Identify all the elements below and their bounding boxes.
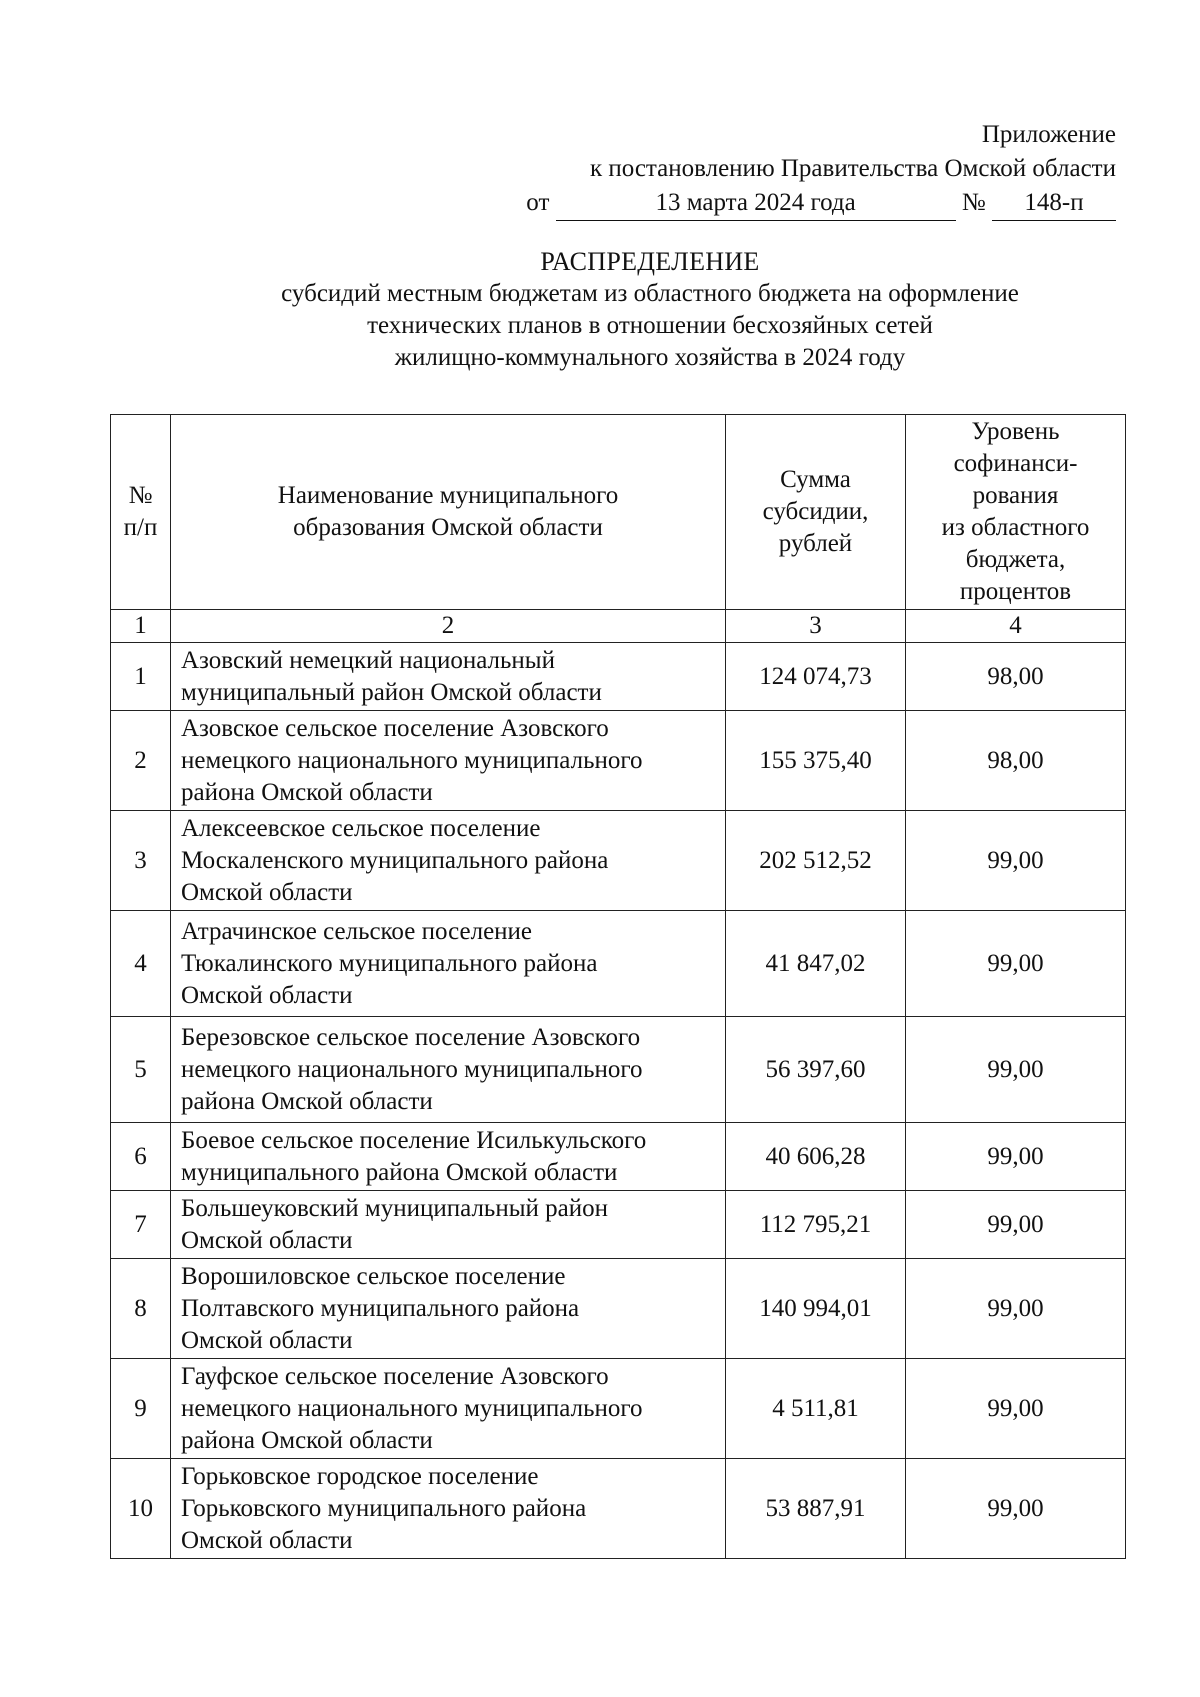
- table-row: [111, 1191, 1126, 1259]
- subsidy-amount-cell: 155 375,40: [726, 711, 906, 811]
- number-label: №: [961, 189, 986, 216]
- appendix-title: Приложение: [981, 121, 1116, 148]
- table-row: [111, 811, 1126, 911]
- row-number-cell: 4: [111, 911, 171, 1017]
- row-number-cell: 10: [111, 1459, 171, 1559]
- cofinancing-percent-cell: 99,00: [906, 1123, 1126, 1191]
- table-row: [111, 1123, 1126, 1191]
- appendix-date-number: [476, 186, 1116, 221]
- municipality-name-cell: Большеуковский муниципальный район Омской области: [171, 1191, 726, 1259]
- subsidy-amount-cell: 124 074,73: [726, 643, 906, 711]
- table-header-row: [111, 415, 1126, 610]
- cofinancing-percent-cell: 99,00: [906, 1259, 1126, 1359]
- table-row: [111, 1359, 1126, 1459]
- column-index-row: [111, 610, 1126, 643]
- resolution-number: 148-п: [992, 186, 1116, 221]
- row-number-cell: 3: [111, 811, 171, 911]
- subsidy-amount-cell: 112 795,21: [726, 1191, 906, 1259]
- column-index: 1: [111, 610, 171, 643]
- appendix-block: [476, 118, 1116, 221]
- municipality-name-cell: Горьковское городское поселение Горьковского муниципального района Омской области: [171, 1459, 726, 1559]
- row-number-cell: 7: [111, 1191, 171, 1259]
- row-number-cell: 5: [111, 1017, 171, 1123]
- subsidy-amount-cell: 202 512,52: [726, 811, 906, 911]
- row-number-cell: 2: [111, 711, 171, 811]
- subsidy-amount-cell: 41 847,02: [726, 911, 906, 1017]
- municipality-name-cell: Азовский немецкий национальный муниципальный район Омской области: [171, 643, 726, 711]
- cofinancing-percent-cell: 99,00: [906, 1459, 1126, 1559]
- column-header: № п/п: [111, 415, 171, 610]
- cofinancing-percent-cell: 99,00: [906, 1359, 1126, 1459]
- table-row: [111, 1459, 1126, 1559]
- municipality-name-cell: Гауфское сельское поселение Азовского немецкого национального муниципального района Омской области: [171, 1359, 726, 1459]
- table-body: [111, 643, 1126, 1559]
- cofinancing-percent-cell: 99,00: [906, 1191, 1126, 1259]
- row-number-cell: 1: [111, 643, 171, 711]
- municipality-name-cell: Азовское сельское поселение Азовского немецкого национального муниципального района Омской области: [171, 711, 726, 811]
- row-number-cell: 6: [111, 1123, 171, 1191]
- municipality-name-cell: Березовское сельское поселение Азовского немецкого национального муниципального района Омской области: [171, 1017, 726, 1123]
- municipality-name-cell: Алексеевское сельское поселение Москаленского муниципального района Омской области: [171, 811, 726, 911]
- column-header: Сумма субсидии, рублей: [726, 415, 906, 610]
- document-title: РАСПРЕДЕЛЕНИЕ: [540, 247, 760, 276]
- column-header: Наименование муниципального образования Омской области: [171, 415, 726, 610]
- subsidy-amount-cell: 53 887,91: [726, 1459, 906, 1559]
- municipality-name-cell: Атрачинское сельское поселение Тюкалинского муниципального района Омской области: [171, 911, 726, 1017]
- row-number-cell: 8: [111, 1259, 171, 1359]
- column-index: 3: [726, 610, 906, 643]
- appendix-resolution-ref: к постановлению Правительства Омской области: [589, 155, 1116, 182]
- column-index: 2: [171, 610, 726, 643]
- document-subtitle-line-2: технических планов в отношении бесхозяйных сетей: [367, 312, 933, 339]
- subsidy-distribution-table: [110, 414, 1126, 1559]
- resolution-date: 13 марта 2024 года: [556, 186, 956, 221]
- municipality-name-cell: Ворошиловское сельское поселение Полтавского муниципального района Омской области: [171, 1259, 726, 1359]
- subsidy-amount-cell: 140 994,01: [726, 1259, 906, 1359]
- table-row: [111, 643, 1126, 711]
- table-row: [111, 711, 1126, 811]
- document-heading: [120, 246, 1180, 374]
- subsidy-amount-cell: 40 606,28: [726, 1123, 906, 1191]
- from-label: от: [526, 189, 550, 216]
- table-row: [111, 911, 1126, 1017]
- cofinancing-percent-cell: 99,00: [906, 1017, 1126, 1123]
- subsidy-amount-cell: 4 511,81: [726, 1359, 906, 1459]
- municipality-name-cell: Боевое сельское поселение Исилькульского муниципального района Омской области: [171, 1123, 726, 1191]
- cofinancing-percent-cell: 99,00: [906, 911, 1126, 1017]
- subsidy-amount-cell: 56 397,60: [726, 1017, 906, 1123]
- column-index: 4: [906, 610, 1126, 643]
- cofinancing-percent-cell: 99,00: [906, 811, 1126, 911]
- row-number-cell: 9: [111, 1359, 171, 1459]
- column-header: Уровень софинанси- рования из областного бюджета, процентов: [906, 415, 1126, 610]
- document-subtitle-line-3: жилищно-коммунального хозяйства в 2024 году: [394, 344, 906, 371]
- cofinancing-percent-cell: 98,00: [906, 711, 1126, 811]
- cofinancing-percent-cell: 98,00: [906, 643, 1126, 711]
- document-subtitle-line-1: субсидий местным бюджетам из областного бюджета на оформление: [281, 280, 1019, 307]
- table-row: [111, 1259, 1126, 1359]
- table-row: [111, 1017, 1126, 1123]
